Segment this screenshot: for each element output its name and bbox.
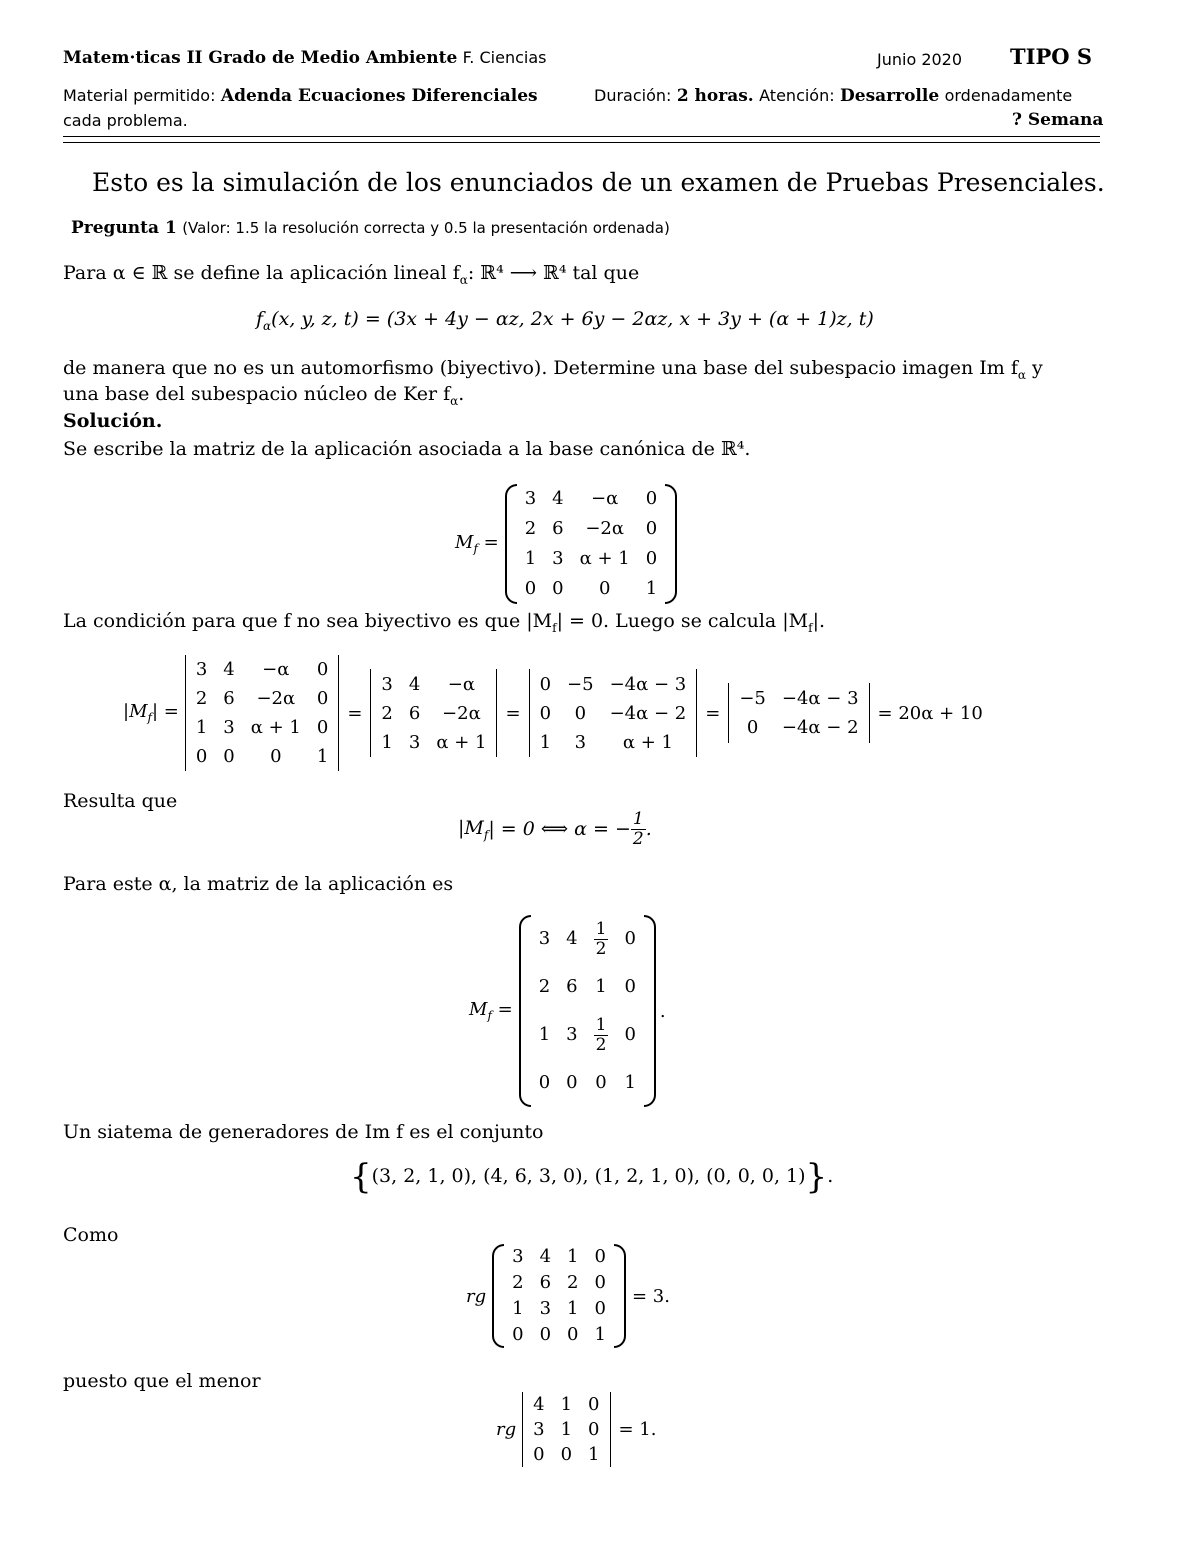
matrix-cell: 3 bbox=[574, 731, 587, 753]
matrix-cell: 3 bbox=[552, 548, 564, 569]
condition-equation: $|M_f$ | = 0 ⟺ α = − $\frac{1}{2}$ . bbox=[458, 809, 652, 849]
matrix-row bbox=[188, 713, 337, 742]
matrix-cell: −4α − 2 bbox=[781, 717, 859, 738]
matrix-row bbox=[373, 728, 494, 757]
matrix-row bbox=[531, 1011, 644, 1059]
matrix-cell: α + 1 bbox=[579, 548, 630, 569]
matrix-cell: 0 bbox=[624, 928, 636, 949]
matrix-cell: 1 bbox=[624, 1072, 636, 1093]
matrix-cell bbox=[586, 915, 617, 963]
matrix-cell: 1 bbox=[567, 1246, 579, 1267]
header-rule-bottom bbox=[63, 142, 1100, 143]
solution-p2: La condición para que f no sea biyectivo es que $|M_f| = 0$. Luego se calcula $|M_f|$. bbox=[63, 610, 826, 635]
matrix-cell: −α bbox=[262, 659, 290, 680]
header-duration bbox=[594, 86, 1072, 106]
duration-label: Duración: bbox=[594, 86, 672, 105]
question-statement-1: Para α ∈ ℝ se define la aplicación lineal $f_\alpha$: ℝ⁴ ⟶ ℝ⁴ tal que bbox=[63, 262, 640, 287]
matrix-cell: 0 bbox=[645, 548, 658, 569]
matrix-row bbox=[525, 1442, 607, 1467]
solution-p1: Se escribe la matriz de la aplicación asociada a la base canónica de ℝ⁴. bbox=[63, 438, 751, 460]
matrix-cell: −α bbox=[591, 488, 619, 509]
matrix-cell: 1 bbox=[195, 717, 208, 738]
exam-week: ? Semana bbox=[1012, 110, 1104, 130]
solution-p6: Como bbox=[63, 1224, 119, 1246]
matrix-cell: 2 bbox=[524, 518, 537, 539]
matrix-cell: 1 bbox=[560, 1419, 573, 1440]
fraction: $\frac{1}{2}$ bbox=[595, 1014, 607, 1055]
attention-value: Desarrolle bbox=[840, 86, 940, 106]
matrix-cell: 1 bbox=[539, 731, 552, 753]
matrix-cell: 0 bbox=[645, 518, 658, 539]
matrix-cell: 0 bbox=[566, 1072, 578, 1093]
matrix-cell: 0 bbox=[270, 746, 282, 767]
solution-p4: Para este α, la matriz de la aplicación es bbox=[63, 873, 454, 895]
matrix-row bbox=[531, 963, 644, 1011]
matrix-row bbox=[188, 742, 337, 771]
matrix-cell: 6 bbox=[539, 1272, 552, 1293]
matrix-cell: 0 bbox=[588, 1419, 600, 1440]
matrix-row bbox=[188, 684, 337, 713]
matrix-cell: 0 bbox=[567, 1324, 579, 1345]
matrix-cell: 3 bbox=[538, 928, 551, 949]
header-course-line bbox=[63, 48, 546, 68]
matrix-cell: 0 bbox=[645, 488, 658, 509]
exam-type: TIPO S bbox=[1010, 44, 1093, 69]
matrix-cell: 1 bbox=[560, 1394, 573, 1415]
matrix-cell: 4 bbox=[552, 488, 564, 509]
matrix-cell: 6 bbox=[408, 702, 421, 724]
matrix-cell: 0 bbox=[624, 976, 636, 997]
matrix-cell: 4 bbox=[539, 1246, 552, 1267]
matrix-row bbox=[525, 1417, 607, 1442]
matrix-cell: 1 bbox=[524, 548, 537, 569]
faculty: F. Ciencias bbox=[462, 48, 547, 67]
generator-set: {(3, 2, 1, 0), (4, 6, 3, 0), (1, 2, 1, 0), (0, 0, 0, 1)}. bbox=[350, 1157, 834, 1197]
matrix-row bbox=[517, 544, 666, 574]
question-value-note: (Valor: 1.5 la resolución correcta y 0.5 la presentación ordenada) bbox=[182, 219, 670, 237]
matrix-table-2 bbox=[531, 915, 644, 1107]
matrix-cell: 0 bbox=[539, 673, 552, 695]
matrix-cell: 1 bbox=[588, 1444, 600, 1465]
matrix-table bbox=[517, 484, 666, 604]
matrix-cell: −5 bbox=[567, 673, 594, 695]
matrix-cell: −4α − 3 bbox=[609, 673, 687, 695]
matrix-row bbox=[531, 915, 644, 963]
determinant-2x2 bbox=[731, 684, 866, 742]
minor-table bbox=[525, 1392, 607, 1467]
matrix-cell: −2α bbox=[442, 702, 481, 724]
matrix-cell: 0 bbox=[574, 702, 587, 724]
matrix-cell: −α bbox=[447, 673, 476, 695]
question-header bbox=[71, 218, 670, 238]
matrix-cell: −5 bbox=[739, 688, 766, 709]
matrix-mf-alpha: $M_f$ = 3 4 −α 0 2 6 −2α 0 1 3 α + 1 0 0 0 0 1 bbox=[455, 484, 677, 604]
matrix-row bbox=[525, 1392, 607, 1417]
matrix-cell: 3 bbox=[381, 673, 393, 695]
matrix-cell: α + 1 bbox=[250, 717, 301, 738]
matrix-row bbox=[504, 1270, 614, 1296]
matrix-cell: 6 bbox=[223, 688, 235, 709]
matrix-cell: 0 bbox=[533, 1444, 545, 1465]
matrix-cell: α + 1 bbox=[622, 731, 673, 753]
matrix-row bbox=[373, 699, 494, 728]
header-rule-top bbox=[63, 136, 1100, 137]
course-name: Matem·ticas II Grado de Medio Ambiente bbox=[63, 48, 458, 68]
matrix-cell: 1 bbox=[538, 1024, 551, 1045]
matrix-row bbox=[531, 1059, 644, 1107]
matrix-cell: 0 bbox=[539, 1324, 552, 1345]
matrix-row bbox=[373, 670, 494, 699]
matrix-row bbox=[504, 1296, 614, 1322]
matrix-cell: 1 bbox=[645, 578, 658, 599]
exam-date: Junio 2020 bbox=[877, 50, 963, 69]
question-statement-3: una base del subespacio núcleo de Ker $f_\alpha$. bbox=[63, 383, 465, 408]
matrix-cell: −4α − 3 bbox=[781, 688, 859, 709]
solution-p3: Resulta que bbox=[63, 790, 178, 812]
matrix-cell: 3 bbox=[539, 1298, 552, 1319]
attention-label: Atención: bbox=[759, 86, 835, 105]
minor-determinant: rg 4 1 0 3 1 0 0 0 1 = 1. bbox=[496, 1394, 657, 1465]
matrix-cell: 0 bbox=[595, 1072, 607, 1093]
matrix-row bbox=[532, 670, 695, 699]
matrix-cell: 1 bbox=[594, 1324, 606, 1345]
matrix-cell: 0 bbox=[512, 1324, 524, 1345]
matrix-cell: 0 bbox=[624, 1024, 636, 1045]
material-value: Adenda Ecuaciones Diferenciales bbox=[220, 86, 538, 106]
matrix-row bbox=[517, 574, 666, 604]
duration-value: 2 horas. bbox=[676, 86, 754, 106]
matrix-cell: 0 bbox=[316, 659, 329, 680]
matrix-cell: 4 bbox=[408, 673, 421, 695]
minor-result: = 1. bbox=[618, 1419, 657, 1440]
matrix-cell: 0 bbox=[598, 578, 611, 599]
matrix-cell: 2 bbox=[381, 702, 393, 724]
matrix-cell: 0 bbox=[588, 1394, 600, 1415]
matrix-cell: 0 bbox=[560, 1444, 573, 1465]
matrix-cell: 4 bbox=[566, 928, 578, 949]
solution-p5: Un siatema de generadores de Im f es el conjunto bbox=[63, 1121, 544, 1143]
matrix-row bbox=[532, 699, 695, 728]
question-statement-2: de manera que no es un automorfismo (biyectivo). Determine una base del subespacio imagen Im $f_\alpha$ y bbox=[63, 357, 1043, 382]
solution-p7: puesto que el menor bbox=[63, 1370, 261, 1392]
matrix-cell: 6 bbox=[552, 518, 564, 539]
matrix-cell: 0 bbox=[316, 717, 329, 738]
header-line2: cada problema. bbox=[63, 111, 188, 130]
fraction: $\frac{1}{2}$ bbox=[595, 918, 607, 959]
matrix-cell: 1 bbox=[316, 746, 329, 767]
matrix-row bbox=[517, 514, 666, 544]
page-title: Esto es la simulación de los enunciados de un examen de Pruebas Presenciales. bbox=[92, 168, 1105, 197]
matrix-cell: 0 bbox=[524, 578, 537, 599]
determinant-result: = 20α + 10 bbox=[877, 702, 983, 724]
matrix-row bbox=[532, 728, 695, 757]
determinant-3x3-a bbox=[373, 670, 494, 757]
matrix-cell: 3 bbox=[533, 1419, 545, 1440]
matrix-cell: 1 bbox=[381, 731, 393, 753]
matrix-cell: −4α − 2 bbox=[609, 702, 687, 724]
attention-rest: ordenadamente bbox=[944, 86, 1073, 105]
rank-matrix: rg 3 4 1 0 2 6 2 0 1 3 1 0 0 0 0 1 = 3. bbox=[466, 1244, 670, 1348]
question-label: Pregunta 1 bbox=[71, 218, 177, 238]
matrix-mf-specific: $M_f$ = 3 4 $\frac{1}{2}$ 0 2 6 1 0 1 3 $\frac{1}{2}$ 0 0 0 0 1 . bbox=[469, 915, 666, 1107]
matrix-cell: −2α bbox=[585, 518, 625, 539]
matrix-cell: 4 bbox=[533, 1394, 545, 1415]
matrix-cell: 3 bbox=[566, 1024, 578, 1045]
matrix-cell: 3 bbox=[195, 659, 208, 680]
matrix-cell: 1 bbox=[567, 1298, 579, 1319]
matrix-cell: 2 bbox=[538, 976, 551, 997]
matrix-cell: −2α bbox=[256, 688, 296, 709]
matrix-cell: 0 bbox=[594, 1272, 606, 1293]
matrix-row bbox=[504, 1244, 614, 1270]
matrix-cell: 2 bbox=[195, 688, 208, 709]
matrix-cell: 2 bbox=[512, 1272, 524, 1293]
rank-result: = 3. bbox=[631, 1285, 670, 1307]
determinant-3x3-b bbox=[532, 670, 695, 757]
matrix-cell: 6 bbox=[566, 976, 578, 997]
matrix-cell: 0 bbox=[594, 1298, 606, 1319]
fraction-half: $\frac{1}{2}$ bbox=[632, 809, 644, 849]
matrix-cell: 2 bbox=[567, 1272, 579, 1293]
matrix-cell: 1 bbox=[595, 976, 607, 997]
matrix-row bbox=[731, 713, 866, 742]
matrix-cell: 0 bbox=[223, 746, 235, 767]
matrix-cell: 3 bbox=[512, 1246, 524, 1267]
material-label: Material permitido: bbox=[63, 86, 216, 105]
matrix-cell: 1 bbox=[512, 1298, 524, 1319]
matrix-cell: 3 bbox=[524, 488, 537, 509]
matrix-cell: 3 bbox=[408, 731, 421, 753]
matrix-row bbox=[517, 484, 666, 514]
matrix-cell: 3 bbox=[223, 717, 235, 738]
matrix-row bbox=[188, 655, 337, 684]
matrix-cell: α + 1 bbox=[436, 731, 487, 753]
matrix-row bbox=[731, 684, 866, 713]
header-material-line bbox=[63, 86, 538, 106]
matrix-cell: 0 bbox=[594, 1246, 606, 1267]
determinant-chain: $|M_f|$ = 3 4 −α 0 2 6 −2α 0 1 3 α + 1 0 0 0 0 1 = 3 4 −α 2 6 −2α 1 3 α + 1 = 0 −5 −4α − 3 0 0 −4α − 2 1 3 α + 1 = −5 −4α − 3 0 −4α − 2 = 20α + 10 bbox=[123, 655, 983, 771]
matrix-table-3 bbox=[504, 1244, 614, 1348]
matrix-cell: 0 bbox=[552, 578, 564, 599]
matrix-cell: 4 bbox=[223, 659, 235, 680]
matrix-cell: 0 bbox=[316, 688, 329, 709]
matrix-cell: 0 bbox=[539, 702, 552, 724]
matrix-cell: 0 bbox=[746, 717, 759, 738]
matrix-cell: 0 bbox=[195, 746, 208, 767]
determinant-4x4 bbox=[188, 655, 337, 771]
solution-label: Solución. bbox=[63, 410, 163, 432]
matrix-cell bbox=[586, 1011, 617, 1059]
matrix-cell: 0 bbox=[538, 1072, 551, 1093]
function-definition: $f_\alpha(x$, y, z, t) = (3x + 4y − αz, 2x + 6y − 2αz, x + 3y + (α + 1)z, t) bbox=[256, 308, 874, 333]
matrix-row bbox=[504, 1322, 614, 1348]
